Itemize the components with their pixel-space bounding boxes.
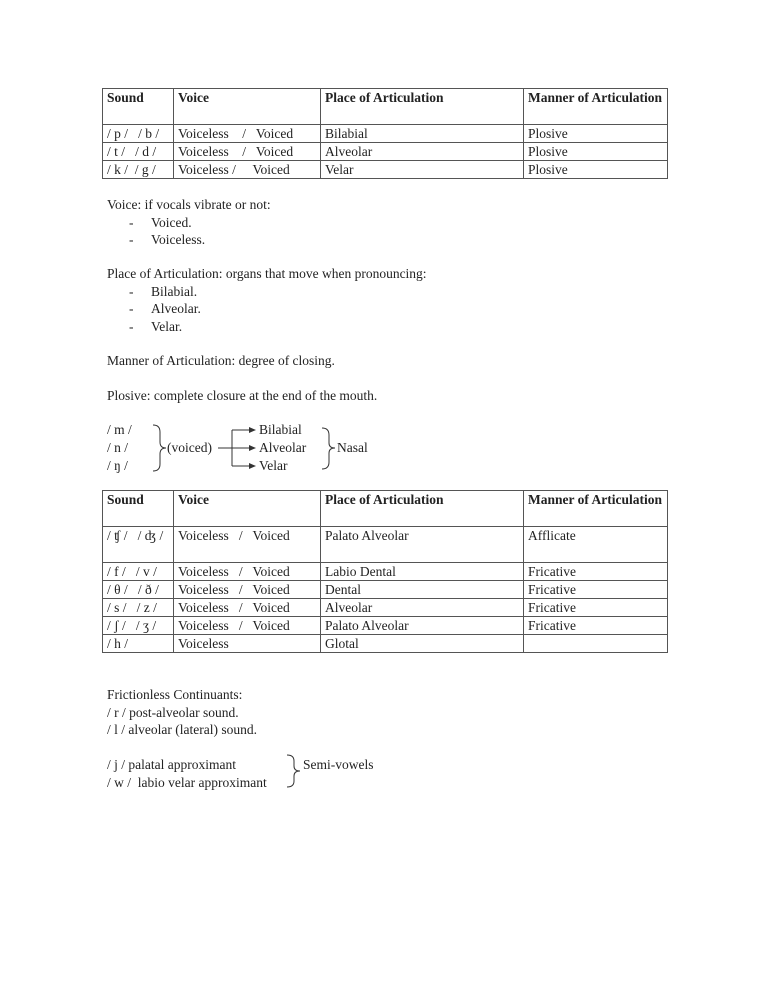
frictionless-section [107,686,257,739]
list-item: - Velar. [107,318,427,336]
header-sound: Sound [103,491,174,527]
nasal-place-velar: Velar [259,458,288,473]
header-voice: Voice [174,491,321,527]
cell-sound: / f / / v / [103,563,174,581]
cell-sound: / p / / b / [103,125,174,143]
arrowhead-icon [249,445,256,451]
nasal-group-label: Nasal [337,440,368,455]
place-heading: Place of Articulation: organs that move when pronouncing: [107,266,427,281]
cell-voice: Voiceless / Voiced [174,563,321,581]
cell-manner: Plosive [524,143,668,161]
header-manner: Manner of Articulation [524,89,668,125]
plosive-text: Plosive: complete closure at the end of the mouth. [107,388,378,403]
cell-voice: Voiceless / Voiced [174,143,321,161]
frictionless-heading: Frictionless Continuants: [107,687,243,702]
cell-manner: Fricative [524,563,668,581]
cell-place: Bilabial [321,125,524,143]
left-brace-icon [153,425,166,471]
nasal-place-bilabial: Bilabial [259,422,302,437]
cell-manner: Plosive [524,125,668,143]
arrowhead-icon [249,427,256,433]
cell-voice: Voiceless / Voiced [174,161,321,179]
nasal-sound-ng: / ŋ / [107,458,128,473]
cell-sound: / ʧ / / ʤ / [103,527,174,563]
table-row [103,581,668,599]
manner-text: Manner of Articulation: degree of closing. [107,353,335,368]
cell-voice: Voiceless / Voiced [174,617,321,635]
cell-manner [524,635,668,653]
cell-manner: Fricative [524,581,668,599]
cell-place: Velar [321,161,524,179]
header-place: Place of Articulation [321,491,524,527]
cell-voice: Voiceless / Voiced [174,581,321,599]
semivowels-label: Semi-vowels [303,757,374,772]
header-sound: Sound [103,89,174,125]
cell-place: Dental [321,581,524,599]
list-item: - Voiced. [107,214,271,232]
cell-manner: Fricative [524,599,668,617]
list-item: - Bilabial. [107,283,427,301]
voiced-label: (voiced) [167,440,212,455]
header-manner: Manner of Articulation [524,491,668,527]
cell-sound: / t / / d / [103,143,174,161]
right-brace-icon [322,428,335,469]
table-row [103,527,668,563]
cell-sound: / θ / / ð / [103,581,174,599]
nasal-sound-n: / n / [107,440,129,455]
semivowel-line: / j / palatal approximant [107,757,236,772]
cell-place: Alveolar [321,143,524,161]
list-item: - Voiceless. [107,231,271,249]
cell-sound: / h / [103,635,174,653]
cell-sound: / k / / g / [103,161,174,179]
table-row [103,635,668,653]
cell-sound: / ʃ / / ʒ / [103,617,174,635]
table-header-row [103,491,668,527]
cell-voice: Voiceless / Voiced [174,599,321,617]
cell-voice: Voiceless / Voiced [174,125,321,143]
semivowels-section [107,756,267,791]
cell-place: Palato Alveolar [321,617,524,635]
nasal-sound-m: / m / [107,422,132,437]
header-place: Place of Articulation [321,89,524,125]
table-row [103,599,668,617]
cell-sound: / s / / z / [103,599,174,617]
cell-place: Glotal [321,635,524,653]
voice-heading: Voice: if vocals vibrate or not: [107,197,271,212]
cell-place: Palato Alveolar [321,527,524,563]
arrowhead-icon [249,463,256,469]
cell-voice: Voiceless [174,635,321,653]
list-item: - Alveolar. [107,300,427,318]
frictionless-line: / r / post-alveolar sound. [107,704,239,720]
table-row [103,617,668,635]
cell-place: Alveolar [321,599,524,617]
frictionless-line: / l / alveolar (lateral) sound. [107,722,257,737]
semivowel-line: / w / labio velar approximant [107,774,267,790]
table-row [103,563,668,581]
table-affricates-fricatives [102,490,668,653]
semivowel-brace-icon [287,755,300,787]
cell-manner: Fricative [524,617,668,635]
header-voice: Voice [174,89,321,125]
cell-manner: Plosive [524,161,668,179]
cell-manner: Afflicate [524,527,668,563]
cell-voice: Voiceless / Voiced [174,527,321,563]
cell-place: Labio Dental [321,563,524,581]
nasal-place-alveolar: Alveolar [259,440,307,455]
